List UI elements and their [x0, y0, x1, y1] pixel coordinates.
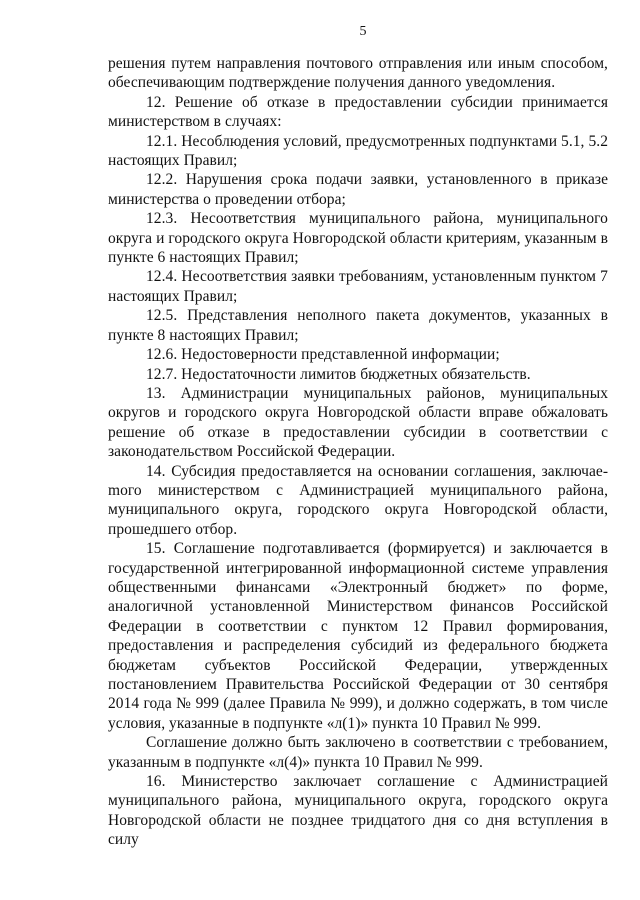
paragraph-12-6: 12.6. Недостоверности представленной информации; — [146, 346, 500, 364]
paragraph-12-1: 12.1. Несоблюдения условий, предусмотренных подпунктами 5.1, 5.2 настоящих Правил; — [108, 132, 608, 170]
paragraph-13: 13. Администрации муниципальных районов, муниципальных округов и городского округа Новгородской области вправе обжаловать решение об отказе в предоставлении субсидии в соответствии с законодательством Российской Федерации. — [108, 384, 608, 461]
paragraph-12-2: 12.2. Нарушения срока подачи заявки, установленного в приказе министерства о проведении отбора; — [108, 171, 608, 208]
paragraph-12-3: 12.3. Несоответствия муниципального района, муниципального округа и городского округа Новгородской области критериям, указанным в пункте 6 настоящих Правил; — [108, 210, 608, 267]
paragraph-16: 16. Министерство заключает соглашение с Администрацией муниципального района, муниципального округа, городского округа Новгородской области не позднее тридцатого дня со дня вступления в силу — [108, 773, 608, 849]
paragraph-12-5: 12.5. Представления неполного пакета документов, указанных в пункте 8 настоящих Правил; — [108, 307, 608, 344]
paragraph-15-agreement: Соглашение должно быть заключено в соответствии с требованием, указанным в подпункте «л(4)» пункта 10 Правил № 999. — [108, 734, 608, 771]
paragraph-15: 15. Соглашение подготавливается (формируется) и заключается в государственной интегрированной информационной системе управления общественными финансами «Электронный бюджет» по форме, аналогичной установленной Министерством финансов Российской Федерации в соответствии с пунктом 12 Правил формирования, предоставления и распределения субсидий из федерального бюджета бюджетам субъектов Российской Федерации, утвержденных постановлением Правительства Российской Федерации от 30 сентября 2014 года № 999 (далее Правила № 999), и должно содержать, в том числе условия, указанные в подпункте «л(1)» пункта 10 Правил № 999. — [108, 540, 608, 732]
page-number: 5 — [359, 24, 367, 39]
paragraph-14: 14. Субсидия предоставляется на основании соглашения, заключаеmого министерством с Администрацией муниципального района, муниципального округа, городского округа Новгородской области, прошедшего отбор. — [108, 462, 608, 538]
paragraph-continuation: решения путем направления почтового отправления или иным способом, обеспечивающим подтверждение получения данного уведомления. — [108, 55, 608, 92]
paragraph-12: 12. Решение об отказе в предоставлении субсидии принимается министерством в случаях: — [108, 93, 608, 131]
paragraph-12-4: 12.4. Несоответствия заявки требованиям, установленным пунктом 7 настоящих Правил; — [108, 268, 608, 305]
paragraph-12-7: 12.7. Недостаточности лимитов бюджетных обязательств. — [146, 365, 531, 383]
